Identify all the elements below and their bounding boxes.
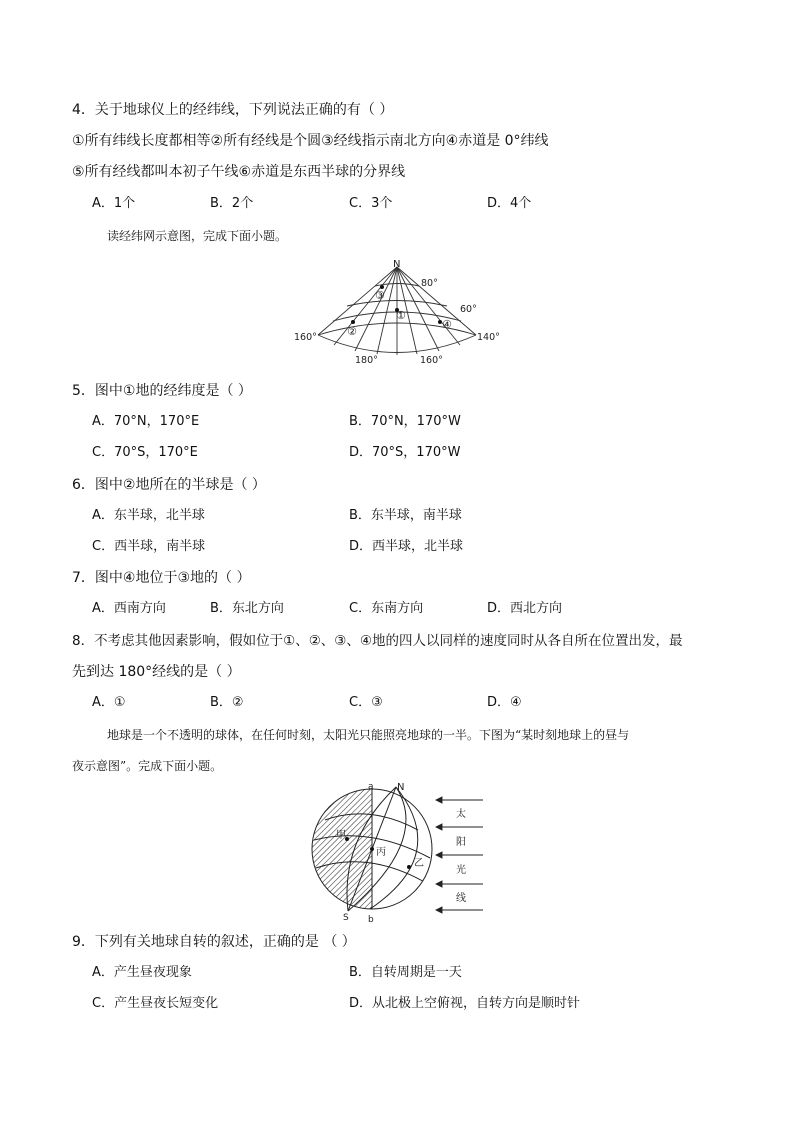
q5-stem: 5．图中①地的经纬度是（ ） xyxy=(72,383,252,399)
point-3-label: ③ xyxy=(375,289,385,302)
q7-option-d[interactable]: D．西北方向 xyxy=(487,601,563,616)
q8-option-b[interactable]: B．② xyxy=(210,695,244,710)
q7-option-a[interactable]: A．西南方向 xyxy=(92,601,166,616)
q7-stem: 7．图中④地位于③地的（ ） xyxy=(72,570,251,586)
q5-option-c[interactable]: C．70°S，170°E xyxy=(92,445,198,460)
q8-stem-line2: 先到达 180°经线的是（ ） xyxy=(72,664,241,680)
label-n: N xyxy=(397,782,405,793)
q4-option-b[interactable]: B．2个 xyxy=(210,196,254,211)
q9-option-a[interactable]: A．产生昼夜现象 xyxy=(92,965,192,980)
north-label: N xyxy=(393,259,401,270)
q7-option-c[interactable]: C．东南方向 xyxy=(349,601,424,616)
q6-option-a[interactable]: A．东半球，北半球 xyxy=(92,508,205,523)
q8-option-c[interactable]: C．③ xyxy=(349,695,383,710)
meridian-160w xyxy=(355,267,397,351)
q6-option-d[interactable]: D．西半球，北半球 xyxy=(349,539,464,554)
q4-stem: 4．关于地球仪上的经纬线，下列说法正确的有（ ） xyxy=(72,102,394,118)
q4-option-d[interactable]: D．4个 xyxy=(487,196,532,211)
q4-option-c[interactable]: C．3个 xyxy=(349,196,393,211)
sun-char-2: 阳 xyxy=(456,837,466,848)
point-4-label: ④ xyxy=(442,318,452,331)
graticule-figure xyxy=(290,255,510,370)
q4-option-a[interactable]: A．1个 xyxy=(92,196,136,211)
q6-option-b[interactable]: B．东半球，南半球 xyxy=(349,508,462,523)
point-1-label: ① xyxy=(396,309,406,322)
q4-statements-1: ①所有纬线长度都相等②所有经线是个圆③经线指示南北方向④赤道是 0°纬线 xyxy=(72,133,549,149)
night-hemisphere xyxy=(300,780,372,930)
q6-stem: 6．图中②地所在的半球是（ ） xyxy=(72,477,266,493)
intro-globe-line2: 夜示意图”。完成下面小题。 xyxy=(72,759,223,773)
globe-figure xyxy=(300,780,500,930)
lon-label-140: 140° xyxy=(477,332,500,343)
label-yi: 乙 xyxy=(414,858,424,869)
meridian-150w xyxy=(334,267,397,345)
sun-char-1: 太 xyxy=(456,809,466,820)
lon-label-160-right: 160° xyxy=(420,355,443,366)
q8-stem-line1: 8．不考虑其他因素影响，假如位于①、②、③、④地的四人以同样的速度同时从各自所在位置出发，最 xyxy=(72,633,683,649)
sun-char-4: 线 xyxy=(456,893,466,904)
q4-statements-2: ⑤所有经线都叫本初子午线⑥赤道是东西半球的分界线 xyxy=(72,164,406,180)
label-s: S xyxy=(343,913,349,923)
q7-option-b[interactable]: B．东北方向 xyxy=(210,601,284,616)
q8-option-d[interactable]: D．④ xyxy=(487,695,522,710)
q9-option-c[interactable]: C．产生昼夜长短变化 xyxy=(92,996,219,1011)
sun-char-3: 光 xyxy=(456,865,466,876)
lat-label-60: 60° xyxy=(460,304,477,315)
q5-option-a[interactable]: A．70°N，170°E xyxy=(92,414,200,429)
label-bing: 丙 xyxy=(376,847,386,858)
intro-globe-line1: 地球是一个不透明的球体，在任何时刻，太阳光只能照亮地球的一半。下图为“某时刻地球上的昼与 xyxy=(107,728,630,742)
q9-option-d[interactable]: D．从北极上空俯视，自转方向是顺时针 xyxy=(349,996,581,1011)
q6-option-c[interactable]: C．西半球，南半球 xyxy=(92,539,206,554)
q9-stem: 9．下列有关地球自转的叙述，正确的是 （ ） xyxy=(72,934,356,950)
label-jia: 甲 xyxy=(336,830,346,841)
q8-option-a[interactable]: A．① xyxy=(92,695,126,710)
label-b: b xyxy=(368,915,374,925)
label-a: a xyxy=(368,782,374,792)
q5-option-b[interactable]: B．70°N，170°W xyxy=(349,414,461,429)
intro-grid: 读经纬网示意图，完成下面小题。 xyxy=(107,229,288,243)
lon-label-180: 180° xyxy=(355,355,378,366)
point-bing-dot xyxy=(370,847,374,851)
lon-label-160-left: 160° xyxy=(294,332,317,343)
lat-label-80: 80° xyxy=(421,278,438,289)
q5-option-d[interactable]: D．70°S，170°W xyxy=(349,445,461,460)
point-yi-dot xyxy=(407,865,411,869)
point-2-label: ② xyxy=(347,325,357,338)
q9-option-b[interactable]: B．自转周期是一天 xyxy=(349,965,462,980)
point-2-dot xyxy=(351,320,355,324)
